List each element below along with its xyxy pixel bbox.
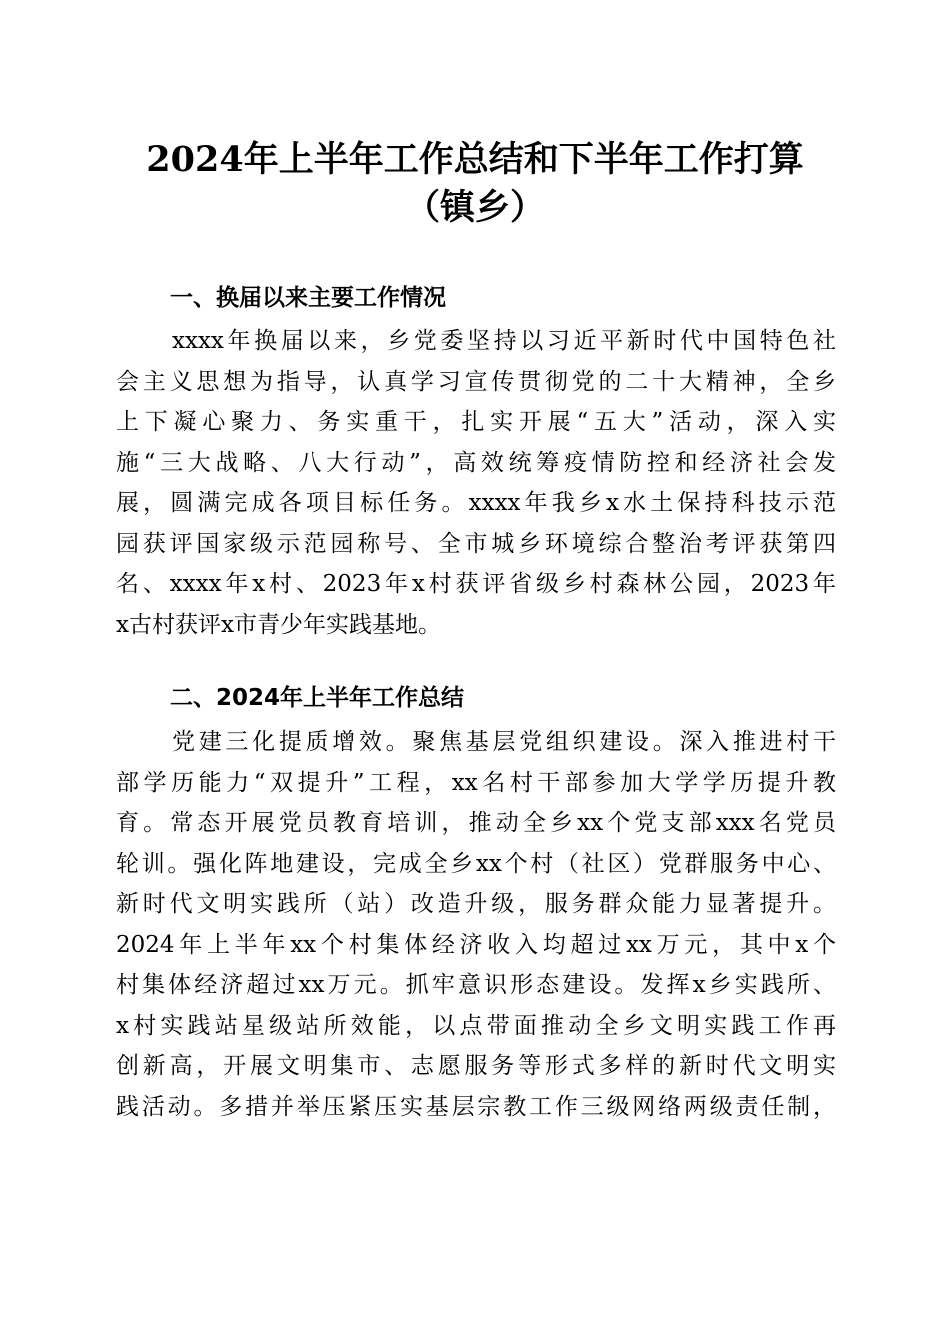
section-2-paragraph xyxy=(116,722,836,1127)
paragraph-line: 施“三大战略、八大行动”，高效统筹疫情防控和经济社会发 xyxy=(116,449,836,476)
paragraph-line: 园获评国家级示范园称号、全市城乡环境综合整治考评获第四 xyxy=(116,530,836,557)
paragraph-line: 轮训。强化阵地建设，完成全乡xx个村（社区）党群服务中心、 xyxy=(116,850,836,877)
section-1-paragraph xyxy=(116,321,836,645)
paragraph-line: 上下凝心聚力、务实重干，扎实开展“五大”活动，深入实 xyxy=(116,409,836,435)
document-title: 2024年上半年工作总结和下半年工作打算 xyxy=(146,139,804,180)
paragraph-line: 育。常态开展党员教育培训，推动全乡xx个党支部xxx名党员 xyxy=(116,810,836,836)
document-subtitle: （镇乡） xyxy=(404,187,545,228)
paragraph-line: xxxx年换届以来，乡党委坚持以习近平新时代中国特色社 xyxy=(172,328,836,354)
paragraph-line: x古村获评x市青少年实践基地。 xyxy=(116,611,441,638)
paragraph-line: 2024年上半年xx个村集体经济收入均超过xx万元，其中x个 xyxy=(116,931,836,958)
section-2-heading: 二、2024年上半年工作总结 xyxy=(170,685,465,711)
paragraph-line: 践活动。多措并举压紧压实基层宗教工作三级网络两级责任制， xyxy=(116,1093,836,1120)
section-1-heading: 一、换届以来主要工作情况 xyxy=(170,285,446,311)
paragraph-line: 部学历能力“双提升”工程，xx名村干部参加大学学历提升教 xyxy=(116,769,836,796)
paragraph-line: 村集体经济超过xx万元。抓牢意识形态建设。发挥x乡实践所、 xyxy=(116,972,836,998)
paragraph-line: 名、xxxx年x村、2023年x村获评省级乡村森林公园，2023年 xyxy=(116,571,836,597)
paragraph-line: 会主义思想为指导，认真学习宣传贯彻党的二十大精神，全乡 xyxy=(116,368,836,395)
paragraph-line: 新时代文明实践所（站）改造升级，服务群众能力显著提升。 xyxy=(116,891,836,917)
paragraph-line: 展，圆满完成各项目标任务。xxxx年我乡x水土保持科技示范 xyxy=(116,490,836,516)
paragraph-line: x村实践站星级站所效能，以点带面推动全乡文明实践工作再 xyxy=(116,1012,836,1039)
paragraph-line: 创新高，开展文明集市、志愿服务等形式多样的新时代文明实 xyxy=(116,1053,836,1079)
paragraph-line: 党建三化提质增效。聚焦基层党组织建设。深入推进村干 xyxy=(172,729,836,755)
